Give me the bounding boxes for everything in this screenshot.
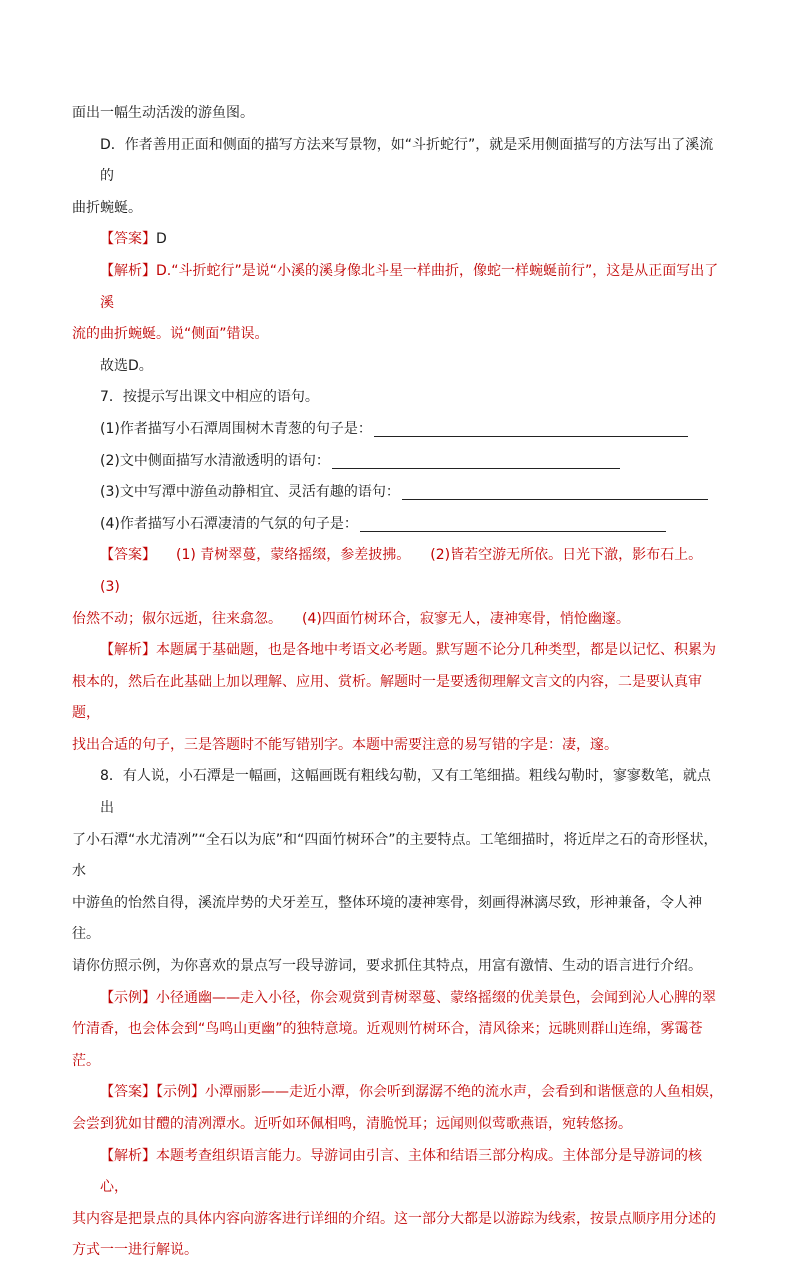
example-q8-cont: 竹清香，也会体会到“鸟鸣山更幽”的独特意境。近观则竹树环合，清风徐来；远眺则群山连绵，雾霭苍茫。 (72, 1021, 703, 1069)
analysis-q8 (72, 1141, 724, 1204)
analysis-text: D.“斗折蛇行”是说“小溪的溪身像北斗星一样曲折，像蛇一样蜿蜒前行”，这是从正面写出了溪 (100, 262, 719, 311)
answer-item-3-label: (3) (100, 578, 120, 595)
question-7-item-1 (72, 414, 724, 446)
answer-blank (332, 450, 620, 469)
analysis-q7 (72, 635, 724, 667)
prompt-text: (3)文中写潭中游鱼动静相宜、灵活有趣的语句： (100, 484, 400, 501)
answer-item-4: (4)四面竹树环合，寂寥无人，凄神寒骨，悄怆幽邃。 (302, 610, 630, 627)
answer-blank (360, 513, 666, 532)
selection-line: 故选D。 (100, 357, 153, 374)
analysis-q8-cont: 方式一一进行解说。 (72, 1242, 198, 1259)
analysis-q7-cont: 根本的，然后在此基础上加以理解、应用、赏析。解题时一是要透彻理解文言文的内容，二是要认真审题， (72, 673, 702, 722)
answer-q8 (72, 1077, 724, 1109)
answer-blank (374, 418, 688, 437)
answer-item-2: (2)皆若空游无所依。日光下澈，影布石上。 (430, 547, 703, 564)
analysis-q6-cont: 流的曲折蜿蜒。说“侧面”错误。 (72, 326, 269, 343)
answer-item-3: 佁然不动；俶尔远逝，往来翕忽。 (72, 610, 282, 627)
analysis-tag: 【解析】 (100, 1147, 156, 1164)
question-7-item-2 (72, 446, 724, 478)
answer-item-1: (1) 青树翠蔓，蒙络摇缀，参差披拂。 (176, 547, 411, 564)
analysis-q7-cont: 找出合适的句子，三是答题时不能写错别字。本题中需要注意的易写错的字是：凄，邃。 (72, 736, 618, 753)
answer-tag: 【答案】【示例】 (100, 1084, 205, 1101)
analysis-tag: 【解析】 (100, 642, 156, 659)
question-8: 8．有人说，小石潭是一幅画，这幅画既有粗线勾勒，又有工笔细描。粗线勾勒时，寥寥数笔，就点出 (100, 768, 711, 817)
example-q8 (72, 983, 724, 1015)
answer-q8-cont: 会尝到犹如甘醴的清冽潭水。近听如环佩相鸣，清脆悦耳；远闻则似莺歌燕语，宛转悠扬。 (72, 1116, 632, 1132)
analysis-text: 本题考查组织语言能力。导游词由引言、主体和结语三部分构成。主体部分是导游词的核心， (100, 1147, 702, 1196)
prompt-text: (2)文中侧面描写水清澈透明的语句： (100, 452, 330, 469)
document-body (72, 98, 724, 1267)
answer-text: 小潭丽影——走近小潭，你会听到潺潺不绝的流水声，会看到和谐惬意的人鱼相娱， (205, 1084, 723, 1101)
answer-blank (402, 481, 708, 500)
answer-q7-cont (72, 604, 724, 636)
example-tag: 【示例】 (100, 989, 156, 1006)
question-7-item-3 (72, 477, 724, 509)
example-text: 小径通幽——走入小径，你会观赏到青树翠蔓、蒙络摇缀的优美景色，会闻到沁人心脾的翠 (156, 989, 716, 1006)
answer-value: D (156, 231, 167, 248)
answer-q6 (72, 224, 724, 256)
answer-tag: 【答案】 (100, 547, 156, 564)
analysis-tag: 【解析】 (100, 262, 156, 279)
question-7: 7．按提示写出课文中相应的语句。 (100, 389, 319, 406)
analysis-q8-cont: 其内容是把景点的具体内容向游客进行详细的介绍。这一部分大都是以游踪为线索，按景点顺序用分述的 (72, 1210, 716, 1227)
analysis-q6 (72, 256, 724, 319)
question-7-item-4 (72, 509, 724, 541)
question-8-cont: 了小石潭“水尤清冽”“全石以为底”和“四面竹树环合”的主要特点。工笔细描时，将近岸之石的奇形怪状，水 (72, 831, 718, 880)
answer-tag: 【答案】 (100, 231, 156, 248)
answer-q7 (72, 540, 724, 603)
prompt-text: (1)作者描写小石潭周围树木青葱的句子是： (100, 420, 372, 437)
question-8-cont: 请你仿照示例，为你喜欢的景点写一段导游词，要求抓住其特点，用富有激情、生动的语言进行介绍。 (72, 958, 702, 975)
text-line: 曲折蜿蜒。 (72, 199, 142, 216)
question-8-cont: 中游鱼的怡然自得，溪流岸势的犬牙差互，整体环境的凄神寒骨，刻画得淋漓尽致，形神兼备，令人神往。 (72, 894, 702, 943)
analysis-text: 本题属于基础题，也是各地中考语文必考题。默写题不论分几种类型，都是以记忆、积累为 (156, 642, 716, 659)
text-line: 面出一幅生动活泼的游鱼图。 (72, 105, 254, 121)
option-d: D．作者善用正面和侧面的描写方法来写景物，如“斗折蛇行”，就是采用侧面描写的方法写出了溪流的 (100, 136, 714, 185)
prompt-text: (4)作者描写小石潭凄清的气氛的句子是： (100, 515, 358, 532)
